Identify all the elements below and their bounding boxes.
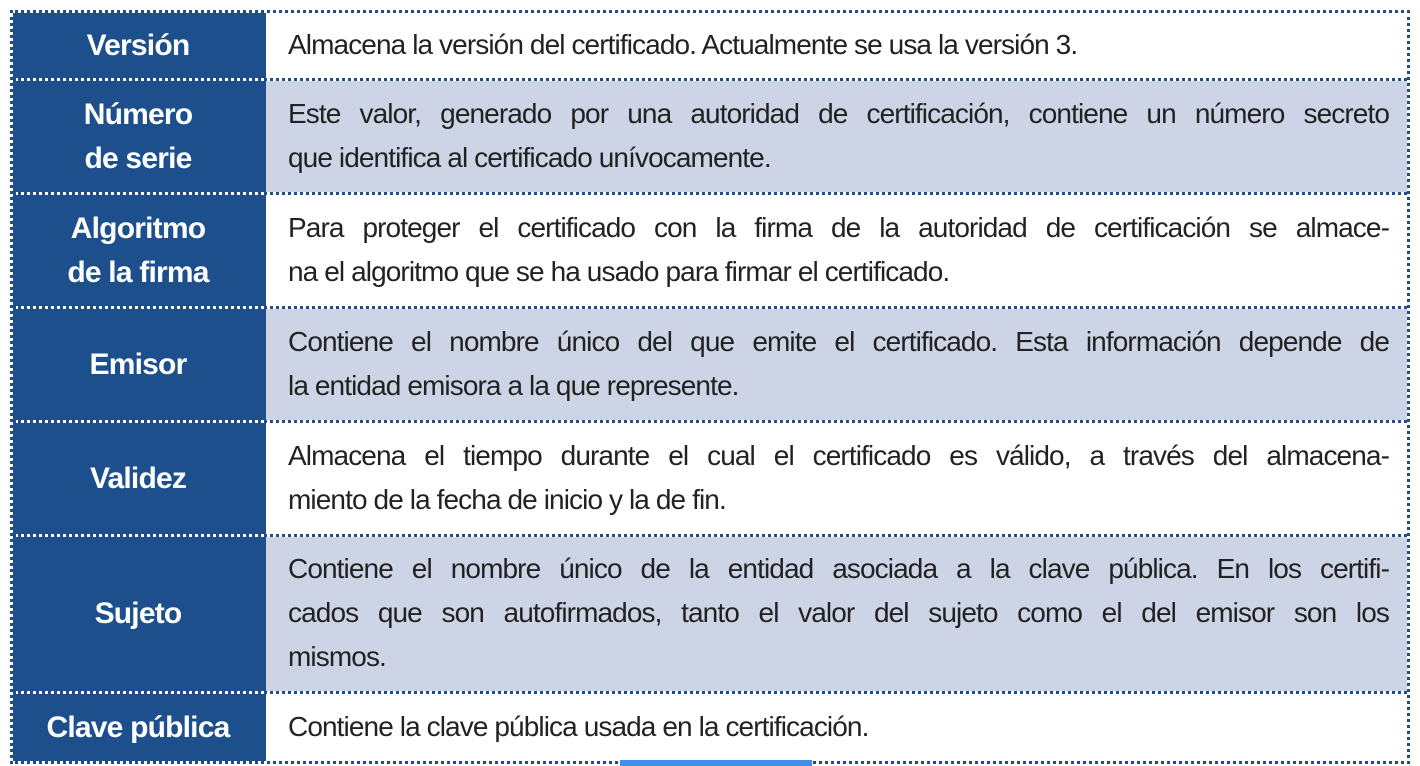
description-line: Este valor, generado por una autoridad de certificación, contiene un número secreto [288, 97, 1389, 129]
field-description [266, 195, 1407, 306]
field-label [13, 423, 266, 534]
field-description [266, 81, 1407, 192]
description-line: miento de la fecha de inicio y la de fin. [288, 483, 726, 515]
field-label-line: de serie [84, 141, 192, 175]
field-label-line: Algoritmo [70, 211, 206, 245]
description-line: Almacena el tiempo durante el cual el certificado es válido, a través del almacena- [288, 439, 1389, 471]
description-line: Contiene la clave pública usada en la certificación. [288, 710, 869, 742]
certificate-fields-table [10, 10, 1410, 764]
description-line: Contiene el nombre único de la entidad asociada a la clave pública. En los certifi- [288, 553, 1389, 584]
description-line: na el algoritmo que se ha usado para firmar el certificado. [288, 255, 950, 287]
field-description [266, 423, 1407, 534]
field-label [13, 195, 266, 306]
scroll-indicator [620, 760, 812, 766]
field-label-line: Sujeto [94, 597, 182, 630]
field-label [13, 537, 266, 691]
field-label-line: de la firma [67, 255, 209, 289]
field-label [13, 694, 266, 761]
table-row [13, 78, 1407, 192]
table-row [13, 13, 1407, 78]
description-line: Almacena la versión del certificado. Actualmente se usa la versión 3. [288, 28, 1078, 60]
field-description [266, 13, 1407, 78]
description-line: cados que son autofirmados, tanto el valor del sujeto como el del emisor son los [288, 597, 1389, 628]
table-row [13, 534, 1407, 691]
description-line: mismos. [288, 641, 386, 672]
field-label-line: Validez [89, 461, 187, 495]
description-line: Contiene el nombre único del que emite el certificado. Esta información depende de [288, 325, 1389, 357]
description-line: que identifica al certificado unívocamente. [288, 141, 771, 173]
description-line: la entidad emisora a la que represente. [288, 369, 739, 401]
field-label-line: Número [83, 97, 193, 131]
table-row [13, 192, 1407, 306]
field-label [13, 13, 266, 78]
field-label-line: Emisor [89, 347, 187, 381]
description-line: Para proteger el certificado con la firma de la autoridad de certificación se almace- [288, 211, 1389, 243]
table-row [13, 306, 1407, 420]
table-row [13, 691, 1407, 761]
field-label-line: Versión [86, 28, 190, 62]
field-description [266, 694, 1407, 761]
field-label [13, 81, 266, 192]
table-row [13, 420, 1407, 534]
field-description [266, 537, 1407, 691]
field-description [266, 309, 1407, 420]
field-label [13, 309, 266, 420]
field-label-line: Clave pública [46, 710, 230, 744]
